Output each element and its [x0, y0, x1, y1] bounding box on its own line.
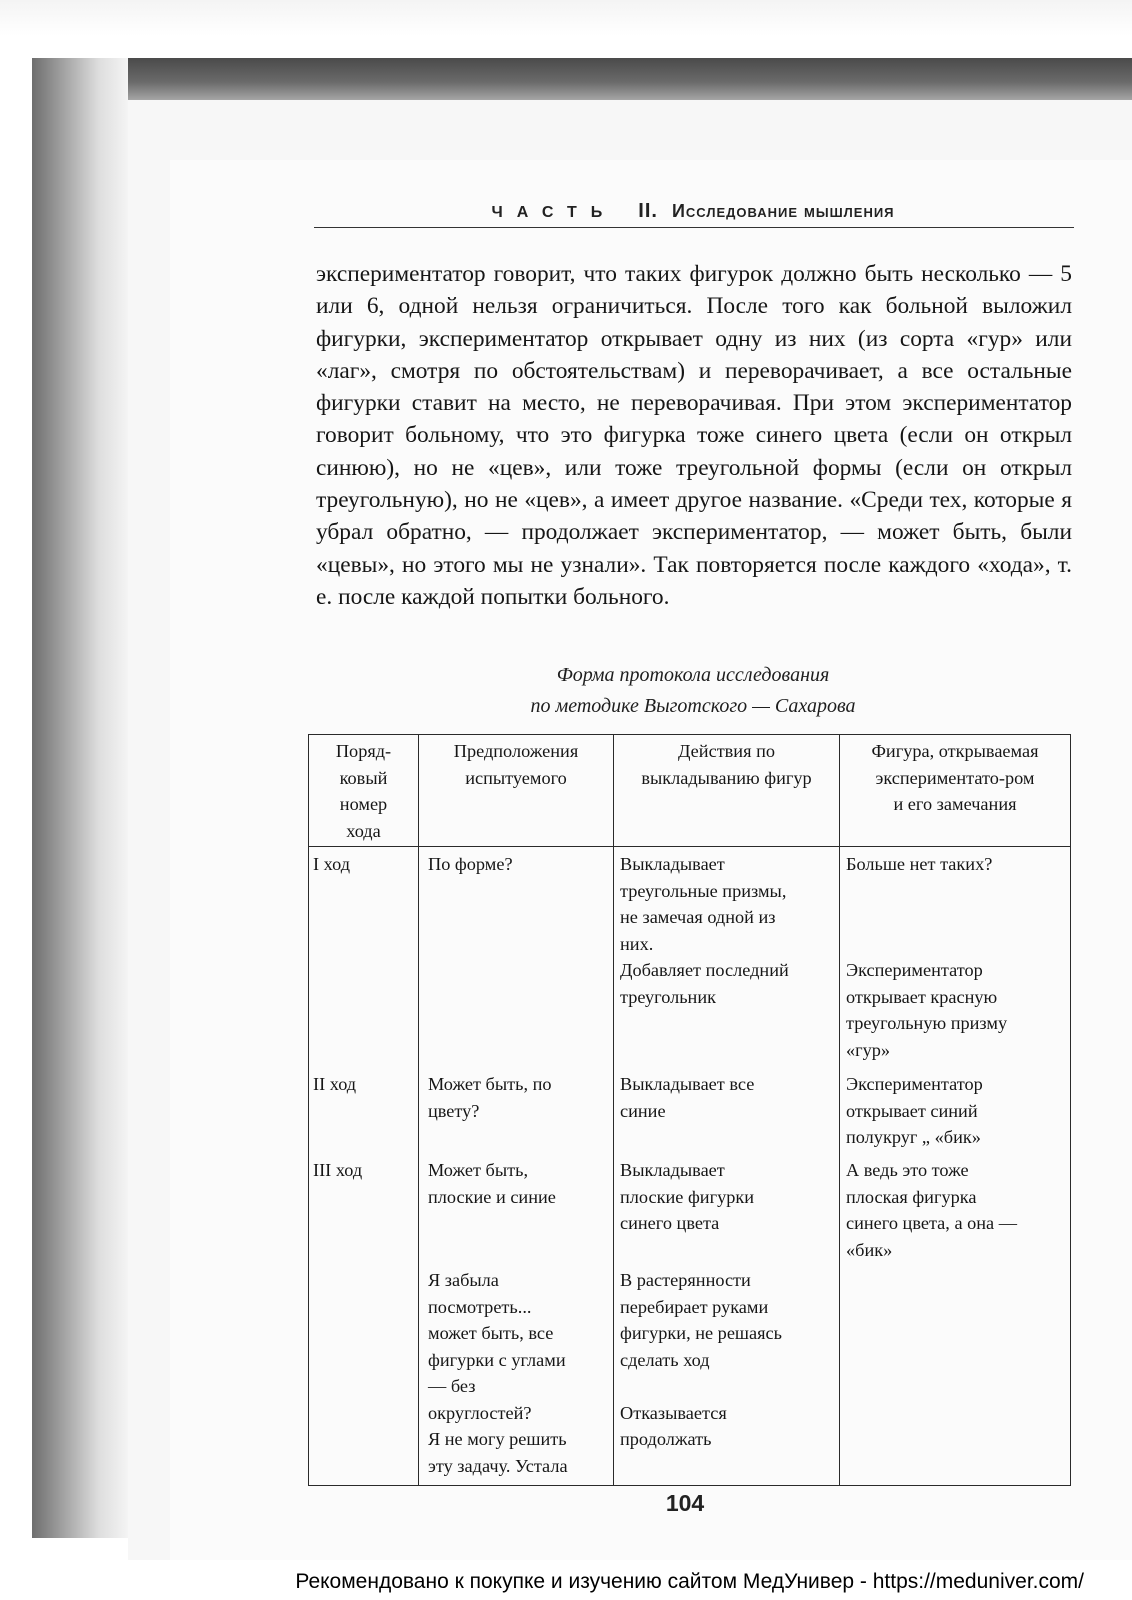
table-cell-guess: Я забыла посмотреть... может быть, все фигурки с углами — без округлостей? Я не могу решить эту задачу. Устала	[419, 1265, 614, 1486]
running-header	[314, 200, 1072, 228]
table-cell-action: Выкладывает все синие	[614, 1069, 840, 1155]
table-caption	[310, 660, 1076, 722]
table-cell-action: В растерянности перебирает руками фигурки, не решаясь сделать ход Отказывается продолжать	[614, 1265, 840, 1486]
table-cell-move	[309, 1265, 419, 1486]
table-cell-move: III ход	[309, 1155, 419, 1265]
header-subject-guess: Предположения испытуемого	[419, 735, 614, 847]
table-cell-guess: По форме?	[419, 847, 614, 1070]
table-cell-guess: Может быть, плоские и синие	[419, 1155, 614, 1265]
table-cell-move: II ход	[309, 1069, 419, 1155]
table-caption-line-2: по методике Выготского — Сахарова	[530, 695, 856, 717]
table-cell-experimenter: Больше нет таких? Экспериментатор открывает красную треугольную призму «гур»	[840, 847, 1071, 1070]
watermark-link[interactable]	[0, 1570, 1132, 1600]
table-cell-experimenter	[840, 1265, 1071, 1486]
page-number: 104	[665, 1490, 705, 1516]
table-row	[309, 847, 1071, 1070]
table-header-row	[309, 735, 1071, 847]
header-rule	[314, 227, 1074, 228]
header-move-number: Поряд- ковый номер хода	[309, 735, 419, 847]
header-part-number: II.	[638, 200, 658, 222]
book-binding-shadow-left	[32, 58, 128, 1538]
watermark-text: Рекомендовано к покупке и изучению сайтом МедУнивер - https://meduniver.com/	[295, 1570, 1084, 1593]
header-part-word: ЧАСТЬ	[491, 204, 617, 221]
table-cell-experimenter: Экспериментатор открывает синий полукруг „ «бик»	[840, 1069, 1071, 1155]
table-cell-action: Выкладывает плоские фигурки синего цвета	[614, 1155, 840, 1265]
header-experimenter-figure: Фигура, открываемая экспериментато-ром и его замечания	[840, 735, 1071, 847]
table-cell-action: Выкладывает треугольные призмы, не замечая одной из них. Добавляет последний треугольник	[614, 847, 840, 1070]
protocol-table	[308, 734, 1071, 1486]
table-row	[309, 1069, 1071, 1155]
body-paragraph: экспериментатор говорит, что таких фигурок должно быть несколько — 5 или 6, одной нельзя ограничиться. После того как больной выложил фигурки, экспериментатор открывает одну из них (из сорта «гур» или «лаг», смотря по обстоятельствам) и переворачивает, а все остальные фигурки ставит на место, не переворачивая. При этом экспериментатор говорит больному, что это фигурка тоже синего цвета (если он открыл синюю), но не «цев», или тоже треугольной формы (если он открыл треугольную), но не «цев», а имеет другое название. «Среди тех, которые я убрал обратно, — продолжает экспериментатор, — может быть, были «цевы», но этого мы не узнали». Так повторяется после каждого «хода», т. е. после каждой попытки больного.	[316, 261, 1072, 610]
table-cell-guess: Может быть, по цвету?	[419, 1069, 614, 1155]
scan-edge-top	[0, 0, 1132, 36]
header-figure-actions: Действия по выкладыванию фигур	[614, 735, 840, 847]
table-row	[309, 1265, 1071, 1486]
table-row	[309, 1155, 1071, 1265]
header-part-title: Исследование мышления	[671, 201, 895, 221]
table-cell-experimenter: А ведь это тоже плоская фигурка синего цвета, а она — «бик»	[840, 1155, 1071, 1265]
table-caption-line-1: Форма протокола исследования	[556, 664, 830, 686]
table-cell-move: I ход	[309, 847, 419, 1070]
